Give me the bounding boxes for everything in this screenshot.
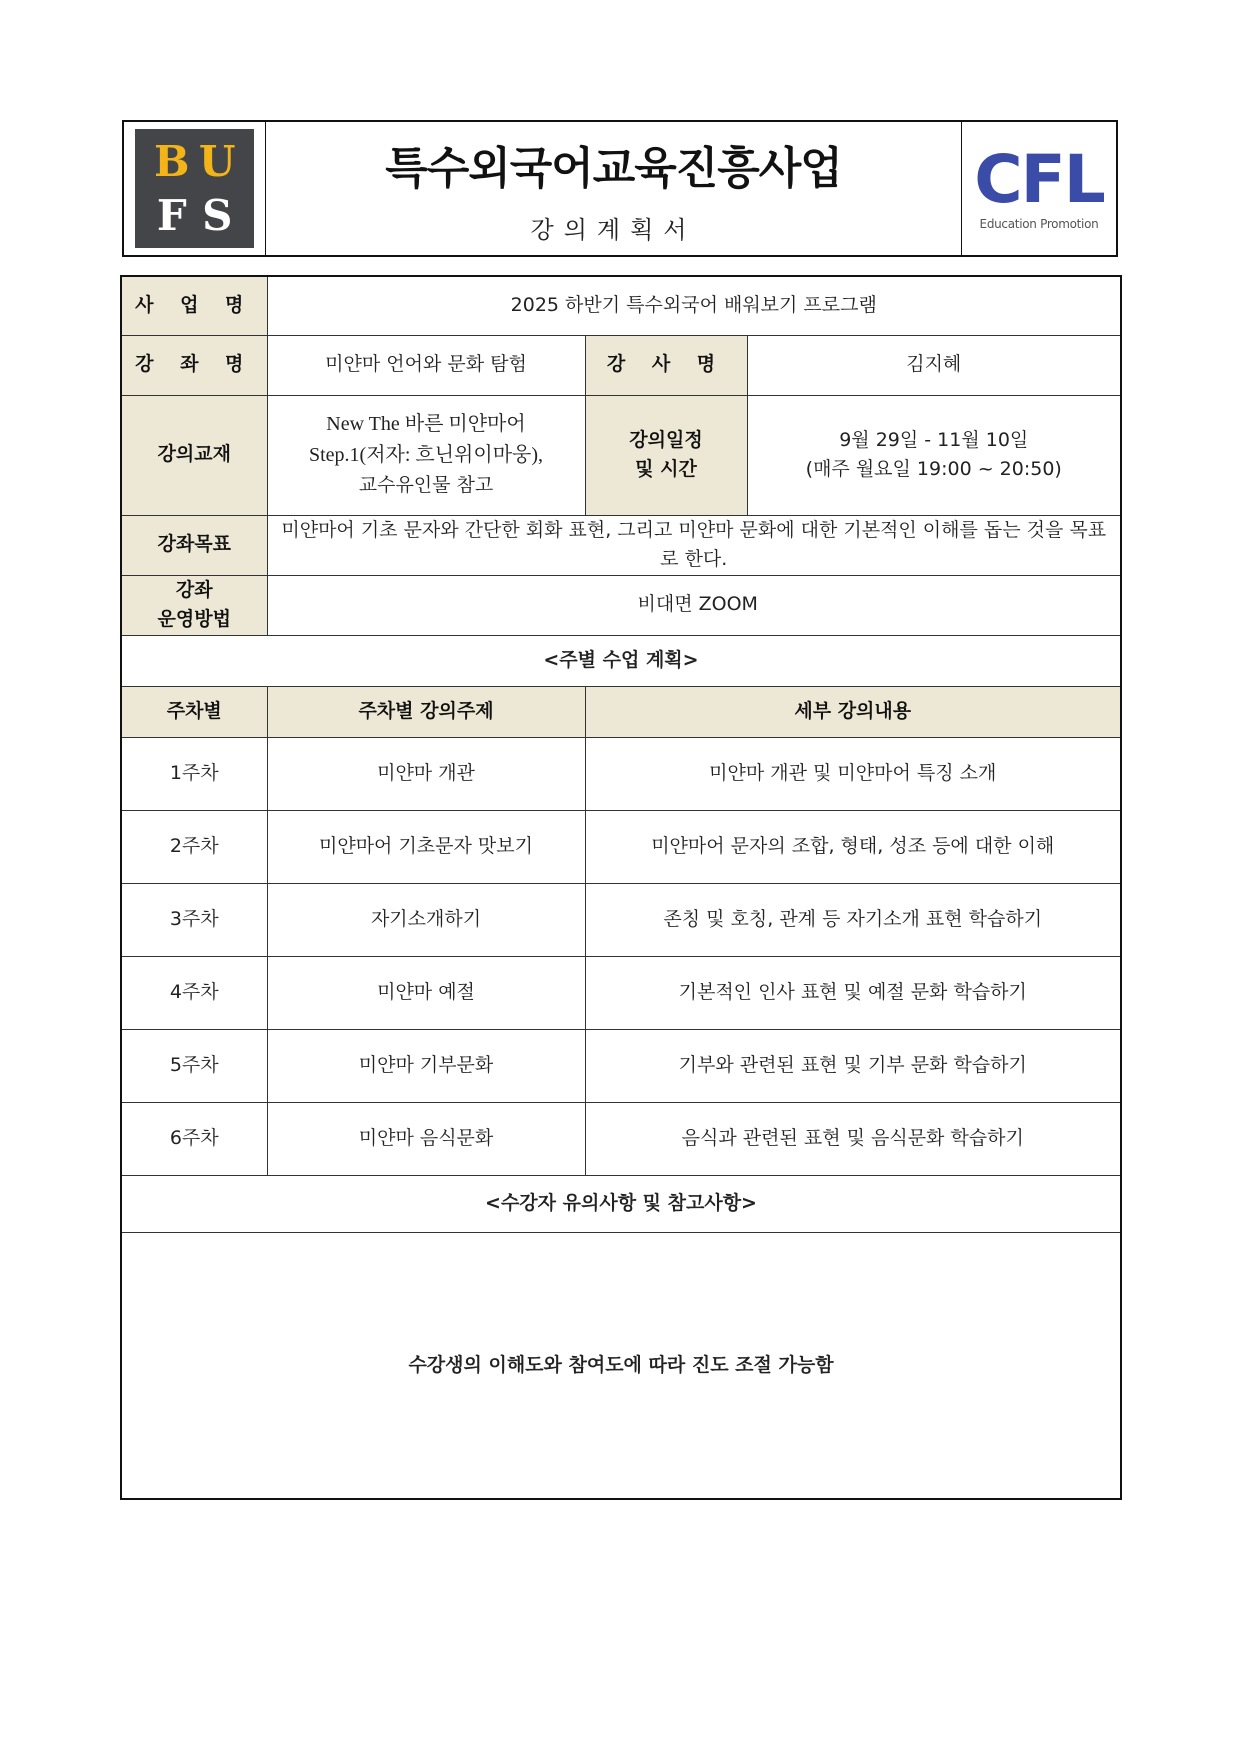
- topic-cell: 미얀마 음식문화: [267, 1102, 585, 1175]
- course-row: [121, 335, 1121, 395]
- week-cell: 3주차: [121, 883, 267, 956]
- bufs-logo-cell: [124, 122, 266, 255]
- detail-cell: 기본적인 인사 표현 및 예절 문화 학습하기: [585, 956, 1121, 1029]
- table-row: [121, 737, 1121, 810]
- bufs-letter: S: [202, 190, 233, 240]
- schedule-label: [585, 395, 747, 515]
- schedule-label-line: 강의일정: [629, 428, 703, 451]
- detail-cell: 미얀마 개관 및 미얀마어 특징 소개: [585, 737, 1121, 810]
- notes-row: [121, 1232, 1121, 1499]
- week-cell: 2주차: [121, 810, 267, 883]
- topic-cell: 미얀마 예절: [267, 956, 585, 1029]
- table-row: [121, 1029, 1121, 1102]
- course-plan-table: [120, 275, 1122, 1500]
- weekly-header-week: 주차별: [121, 686, 267, 737]
- week-cell: 4주차: [121, 956, 267, 1029]
- instructor-value: 김지혜: [747, 335, 1121, 395]
- cfl-logo: [961, 122, 1116, 255]
- week-cell: 6주차: [121, 1102, 267, 1175]
- week-cell: 5주차: [121, 1029, 267, 1102]
- cfl-logo-mark: CFL: [974, 140, 1104, 218]
- goal-value: 미얀마어 기초 문자와 간단한 회화 표현, 그리고 미얀마 문화에 대한 기본적인 이해를 돕는 것을 목표로 한다.: [267, 515, 1121, 575]
- textbook-row: [121, 395, 1121, 515]
- topic-cell: 미얀마어 기초문자 맛보기: [267, 810, 585, 883]
- document-title: 특수외국어교육진흥사업: [385, 143, 842, 194]
- detail-cell: 음식과 관련된 표현 및 음식문화 학습하기: [585, 1102, 1121, 1175]
- method-value: 비대면 ZOOM: [267, 575, 1121, 635]
- weekly-header-detail: 세부 강의내용: [585, 686, 1121, 737]
- method-label: [121, 575, 267, 635]
- document-subtitle: 강의계획서: [530, 216, 697, 244]
- cfl-logo-tagline: Education Promotion: [979, 216, 1099, 231]
- table-row: [121, 956, 1121, 1029]
- instructor-label: 강 사 명: [585, 335, 747, 395]
- schedule-label-line: 및 시간: [635, 458, 697, 480]
- table-row: [121, 810, 1121, 883]
- method-label-line: 운영방법: [157, 608, 231, 630]
- goal-row: [121, 515, 1121, 575]
- weekly-section-row: [121, 635, 1121, 686]
- project-value: 2025 하반기 특수외국어 배워보기 프로그램: [267, 276, 1121, 335]
- bufs-logo: [135, 129, 254, 248]
- schedule-line: (매주 월요일 19:00 ~ 20:50): [805, 458, 1062, 480]
- week-cell: 1주차: [121, 737, 267, 810]
- topic-cell: 미얀마 기부문화: [267, 1029, 585, 1102]
- method-label-line: 강좌: [175, 578, 213, 601]
- weekly-header-row: [121, 686, 1121, 737]
- notes-section-row: [121, 1175, 1121, 1232]
- method-row: [121, 575, 1121, 635]
- weekly-section-title: <주별 수업 계획>: [121, 635, 1121, 686]
- notes-text: 수강생의 이해도와 참여도에 따라 진도 조절 가능함: [121, 1232, 1121, 1499]
- topic-cell: 미얀마 개관: [267, 737, 585, 810]
- detail-cell: 미얀마어 문자의 조합, 형태, 성조 등에 대한 이해: [585, 810, 1121, 883]
- title-cell: [266, 122, 961, 255]
- schedule-line: 9월 29일 - 11월 10일: [839, 428, 1029, 451]
- bufs-letter: U: [198, 137, 236, 187]
- textbook-value: [267, 395, 585, 515]
- table-row: [121, 883, 1121, 956]
- project-row: [121, 276, 1121, 335]
- bufs-letter: B: [154, 137, 190, 187]
- textbook-line: 교수유인물 참고: [358, 474, 494, 497]
- notes-section-title: <수강자 유의사항 및 참고사항>: [121, 1175, 1121, 1232]
- schedule-value: [747, 395, 1121, 515]
- project-label: 사 업 명: [121, 276, 267, 335]
- textbook-line: New The 바른 미얀마어: [326, 413, 526, 436]
- textbook-label: 강의교재: [121, 395, 267, 515]
- textbook-line: Step.1(저자: 흐닌위이마웅),: [309, 444, 543, 467]
- weekly-header-topic: 주차별 강의주제: [267, 686, 585, 737]
- goal-label: 강좌목표: [121, 515, 267, 575]
- topic-cell: 자기소개하기: [267, 883, 585, 956]
- course-value: 미얀마 언어와 문화 탐험: [267, 335, 585, 395]
- course-label: 강 좌 명: [121, 335, 267, 395]
- table-row: [121, 1102, 1121, 1175]
- detail-cell: 존칭 및 호칭, 관계 등 자기소개 표현 학습하기: [585, 883, 1121, 956]
- detail-cell: 기부와 관련된 표현 및 기부 문화 학습하기: [585, 1029, 1121, 1102]
- document-header: [122, 120, 1118, 257]
- bufs-letter: F: [156, 190, 187, 240]
